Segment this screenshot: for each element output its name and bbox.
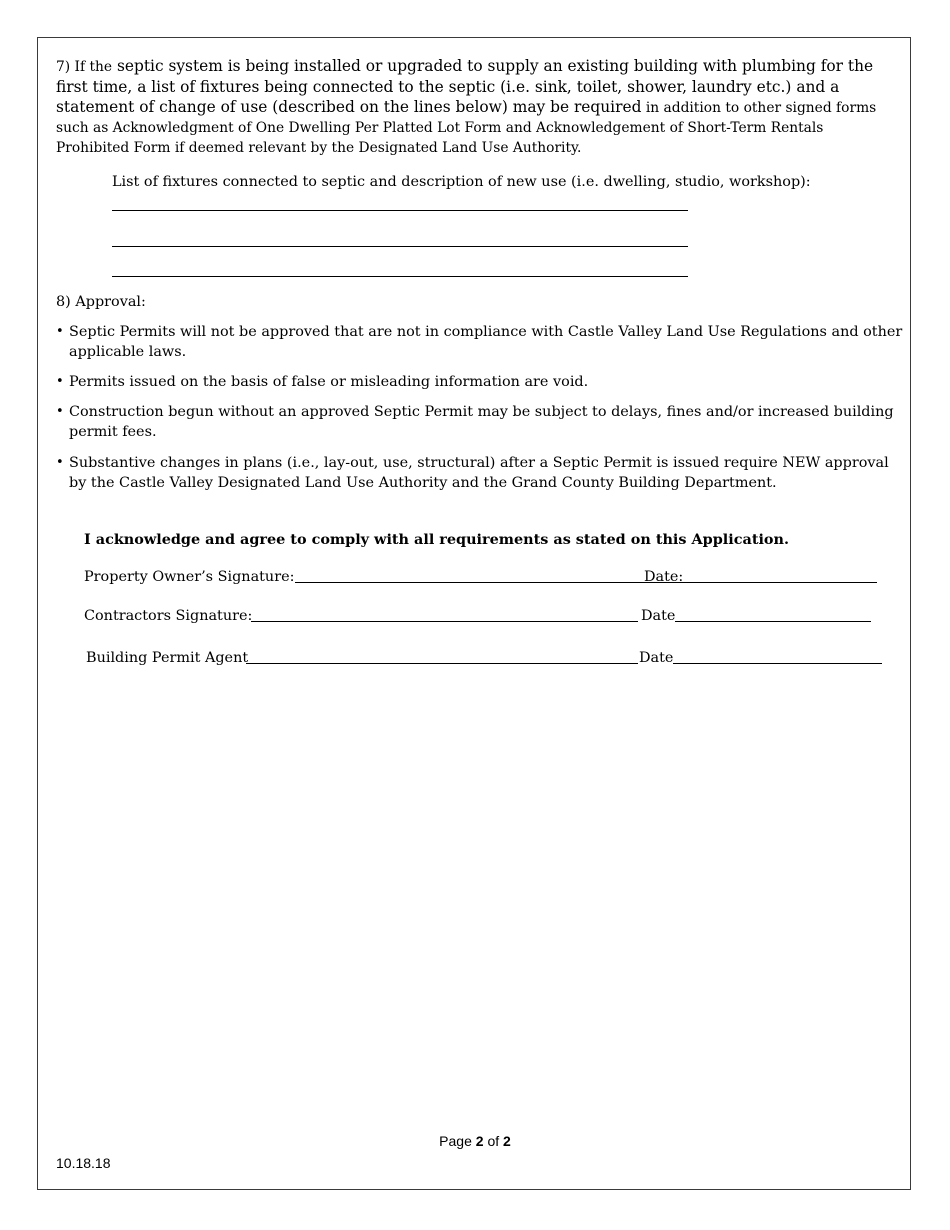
contractor-signature-label: Contractors Signature: — [84, 608, 253, 624]
contractor-date-label: Date — [641, 608, 676, 624]
approval-bullet-4: • Substantive changes in plans (i.e., lay-out, use, structural) after a Septic Permit is issued require NEW approval by the Castle Valley Designated Land Use Authority and the Grand County Building Department. — [56, 455, 889, 491]
contractor-date-field[interactable] — [675, 621, 871, 622]
agent-signature-row — [86, 648, 886, 668]
section-7-line-3: statement of change of use (described on the lines below) may be required in addition to other signed forms — [56, 98, 877, 116]
agent-signature-field[interactable] — [246, 663, 638, 664]
acknowledgement-statement: I acknowledge and agree to comply with all requirements as stated on this Application. — [84, 531, 790, 548]
approval-bullet-1: • Septic Permits will not be approved that are not in compliance with Castle Valley Land Use Regulations and other applicable laws. — [56, 324, 903, 360]
owner-signature-label: Property Owner’s Signature: — [84, 569, 295, 585]
approval-bullet-3: • Construction begun without an approved Septic Permit may be subject to delays, fines and/or increased building permit fees. — [56, 404, 894, 440]
section-7-line-1: 7) If the septic system is being installed or upgraded to supply an existing building with plumbing for the — [56, 57, 874, 75]
bullet-icon: • — [56, 324, 64, 339]
section-7-line-2: first time, a list of fixtures being connected to the septic (i.e. sink, toilet, shower, laundry etc.) and a — [56, 78, 840, 96]
revision-date: 10.18.18 — [56, 1155, 111, 1171]
agent-date-label: Date — [639, 650, 674, 666]
agent-date-field[interactable] — [673, 663, 882, 664]
section-7-paragraph — [56, 56, 901, 158]
page-number: Page 2 of 2 — [439, 1133, 511, 1149]
approval-heading: 8) Approval: — [56, 294, 146, 310]
fixtures-line-3[interactable] — [112, 276, 688, 277]
contractor-signature-field[interactable] — [251, 621, 638, 622]
fixtures-line-2[interactable] — [112, 246, 688, 247]
fixtures-label: List of fixtures connected to septic and description of new use (i.e. dwelling, studio, workshop): — [112, 174, 811, 190]
section-7-line-4: such as Acknowledgment of One Dwelling Per Platted Lot Form and Acknowledgement of Short-Term Rentals — [56, 120, 824, 136]
bullet-icon: • — [56, 374, 64, 389]
contractor-signature-row — [84, 606, 884, 626]
bullet-icon: • — [56, 455, 64, 470]
section-7-line-5: Prohibited Form if deemed relevant by the Designated Land Use Authority. — [56, 140, 582, 156]
approval-bullet-2: • Permits issued on the basis of false or misleading information are void. — [56, 374, 589, 390]
owner-date-field[interactable] — [681, 582, 877, 583]
owner-date-label: Date: — [644, 569, 684, 585]
fixtures-line-1[interactable] — [112, 210, 688, 211]
agent-label: Building Permit Agent — [86, 650, 249, 666]
owner-signature-row — [84, 567, 884, 587]
bullet-icon: • — [56, 404, 64, 419]
